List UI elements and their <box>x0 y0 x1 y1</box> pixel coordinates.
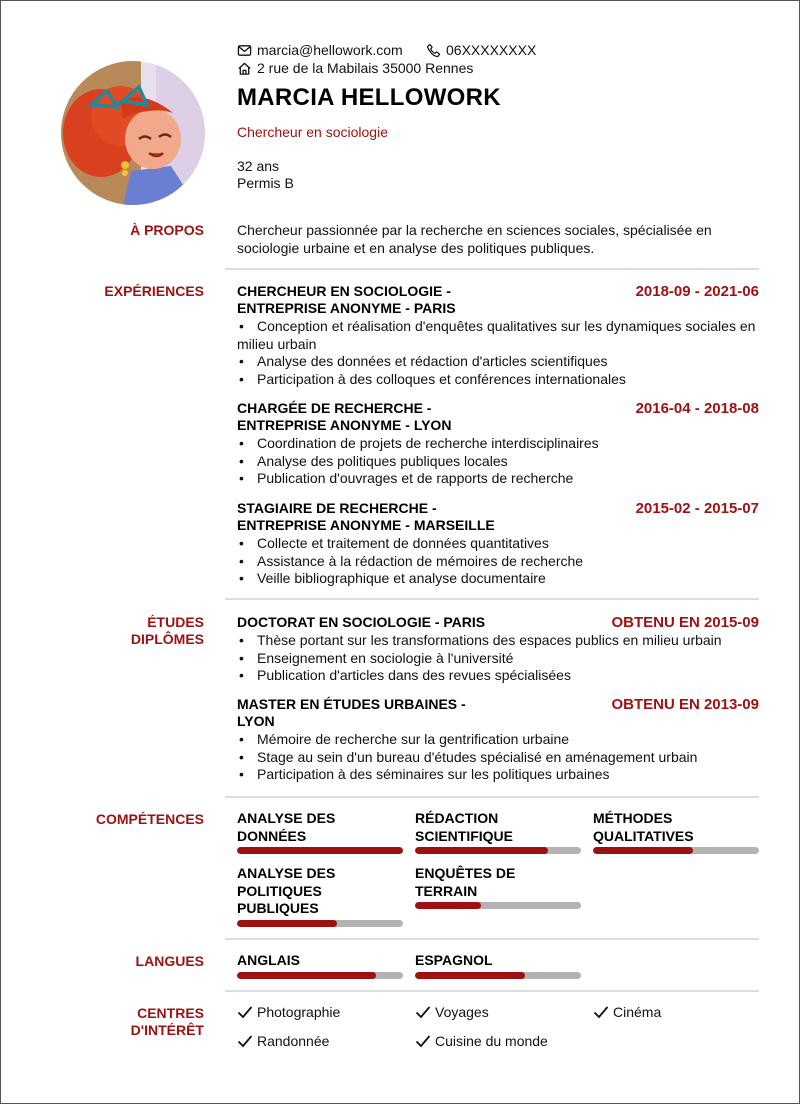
list-item: • Assistance à la rédaction de mémoires de recherche <box>237 553 759 571</box>
about-line: Chercheur passionnée par la recherche en sciences sociales, spécialisée en <box>237 222 712 238</box>
skill-bar <box>237 847 403 854</box>
experience-entry <box>237 500 759 588</box>
skill-name: RÉDACTION SCIENTIFIQUE <box>415 810 514 844</box>
language-bar <box>415 972 581 979</box>
section-divider <box>225 938 759 940</box>
education-title-line: DOCTORAT EN SOCIOLOGIE - PARIS <box>237 614 486 630</box>
skill-name: ANALYSE DES DONNÉES <box>237 810 336 844</box>
experience-title-line: ENTREPRISE ANONYME - LYON <box>237 417 452 433</box>
experience-bullets <box>237 535 759 588</box>
section-label-skills: COMPÉTENCES <box>95 811 204 827</box>
language-item <box>237 952 403 979</box>
contact-email <box>237 41 403 59</box>
experience-dates: 2016-04 - 2018-08 <box>635 400 759 417</box>
list-item: • Participation à des séminaires sur les politiques urbaines <box>237 766 759 784</box>
about-text <box>237 221 759 257</box>
experience-title-line: ENTREPRISE ANONYME - PARIS <box>237 300 456 316</box>
experience-title-line: CHERCHEUR EN SOCIOLOGIE - <box>237 283 451 299</box>
education-entry <box>237 614 759 685</box>
education-entry <box>237 696 759 784</box>
education-bullets <box>237 731 759 784</box>
list-item: • Veille bibliographique et analyse documentaire <box>237 570 759 588</box>
phone-icon <box>426 43 441 58</box>
envelope-icon <box>237 43 252 58</box>
skill-name: ENQUÊTES DE TERRAIN <box>415 865 516 899</box>
education-title <box>237 696 466 730</box>
skill-bar <box>415 902 581 909</box>
language-name: ESPAGNOL <box>415 952 493 968</box>
check-icon <box>415 1005 431 1019</box>
skill-bar <box>593 847 759 854</box>
home-icon <box>237 61 252 76</box>
experience-title-line: CHARGÉE DE RECHERCHE - <box>237 400 432 416</box>
contact-phone <box>426 41 536 59</box>
experience-title-line: ENTREPRISE ANONYME - MARSEILLE <box>237 517 495 533</box>
section-label-interests <box>44 1005 204 1039</box>
skill-bar-fill <box>415 902 481 909</box>
experience-bullets <box>237 318 759 388</box>
interest-item <box>237 1033 329 1049</box>
section-divider <box>225 598 759 600</box>
check-icon <box>593 1005 609 1019</box>
experience-title <box>237 400 451 434</box>
age: 32 ans <box>237 158 280 174</box>
check-icon <box>415 1034 431 1048</box>
education-title-line: LYON <box>237 713 275 729</box>
email-text[interactable]: marcia@hellowork.com <box>257 42 403 58</box>
list-item: • Conception et réalisation d'enquêtes qualitatives sur les dynamiques sociales en milieu urbain <box>237 318 759 353</box>
interest-label: Photographie <box>257 1004 341 1020</box>
check-icon <box>237 1034 253 1048</box>
education-dates: OBTENU EN 2015-09 <box>611 614 759 631</box>
skill-item <box>415 810 581 854</box>
interest-item <box>237 1004 340 1020</box>
experience-title-line: STAGIAIRE DE RECHERCHE - <box>237 500 437 516</box>
interest-label: Cuisine du monde <box>435 1033 548 1049</box>
list-item: • Stage au sein d'un bureau d'études spécialisé en aménagement urbain <box>237 749 759 767</box>
contact-address <box>237 59 473 77</box>
profile-avatar <box>61 61 205 205</box>
skill-name: ANALYSE DES POLITIQUES PUBLIQUES <box>237 865 336 916</box>
about-line: sociologie urbaine et en analyse des politiques publiques. <box>237 240 595 256</box>
language-item <box>415 952 581 979</box>
skill-bar-fill <box>237 920 337 927</box>
list-item: • Participation à des colloques et conférences internationales <box>237 371 759 389</box>
section-label-line: ÉTUDES <box>147 614 204 630</box>
skill-item <box>237 865 403 927</box>
education-title-line: MASTER EN ÉTUDES URBAINES - <box>237 696 466 712</box>
list-item: • Enseignement en sociologie à l'université <box>237 650 759 668</box>
experience-title <box>237 283 456 317</box>
experience-title <box>237 500 495 534</box>
experience-dates: 2018-09 - 2021-06 <box>635 283 759 300</box>
list-item: • Analyse des politiques publiques locales <box>237 453 759 471</box>
experience-entry <box>237 400 759 488</box>
list-item: • Coordination de projets de recherche interdisciplinaires <box>237 435 759 453</box>
skill-item <box>237 810 403 854</box>
list-item: • Publication d'articles dans des revues spécialisées <box>237 667 759 685</box>
section-divider <box>225 268 759 270</box>
experience-dates: 2015-02 - 2015-07 <box>635 500 759 517</box>
section-label-about: À PROPOS <box>130 222 204 238</box>
language-bar-fill <box>415 972 525 979</box>
license: Permis B <box>237 175 294 191</box>
section-divider <box>225 796 759 798</box>
list-item: • Mémoire de recherche sur la gentrification urbaine <box>237 731 759 749</box>
interest-label: Voyages <box>435 1004 489 1020</box>
job-title: Chercheur en sociologie <box>237 124 388 140</box>
language-name: ANGLAIS <box>237 952 300 968</box>
skill-bar-fill <box>593 847 693 854</box>
experience-bullets <box>237 435 759 488</box>
phone-text[interactable]: 06XXXXXXXX <box>446 42 537 58</box>
section-label-line: D'INTÉRÊT <box>130 1022 204 1038</box>
language-bar <box>237 972 403 979</box>
list-item: • Analyse des données et rédaction d'articles scientifiques <box>237 353 759 371</box>
skill-item <box>593 810 759 854</box>
skill-name: MÉTHODES QUALITATIVES <box>593 810 694 844</box>
candidate-name: MARCIA HELLOWORK <box>237 84 501 111</box>
list-item: • Publication d'ouvrages et de rapports de recherche <box>237 470 759 488</box>
skill-item <box>415 865 581 909</box>
section-label-line: CENTRES <box>137 1005 204 1021</box>
interest-item <box>415 1033 548 1049</box>
interest-label: Cinéma <box>613 1004 662 1020</box>
section-label-line: DIPLÔMES <box>130 631 204 647</box>
interest-item <box>593 1004 661 1020</box>
section-label-languages: LANGUES <box>135 953 204 969</box>
language-bar-fill <box>237 972 376 979</box>
interest-item <box>415 1004 489 1020</box>
skill-bar-fill <box>237 847 403 854</box>
section-label-experience: EXPÉRIENCES <box>104 283 204 299</box>
section-label-education <box>44 614 204 648</box>
section-divider <box>225 990 759 992</box>
skill-bar <box>237 920 403 927</box>
education-title <box>237 614 485 631</box>
list-item: • Collecte et traitement de données quantitatives <box>237 535 759 553</box>
interest-label: Randonnée <box>257 1033 330 1049</box>
skill-bar <box>415 847 581 854</box>
education-bullets <box>237 632 759 685</box>
check-icon <box>237 1005 253 1019</box>
experience-entry <box>237 283 759 388</box>
skill-bar-fill <box>415 847 548 854</box>
list-item: • Thèse portant sur les transformations des espaces publics en milieu urbain <box>237 632 759 650</box>
address-text: 2 rue de la Mabilais 35000 Rennes <box>257 60 474 76</box>
education-dates: OBTENU EN 2013-09 <box>611 696 759 713</box>
